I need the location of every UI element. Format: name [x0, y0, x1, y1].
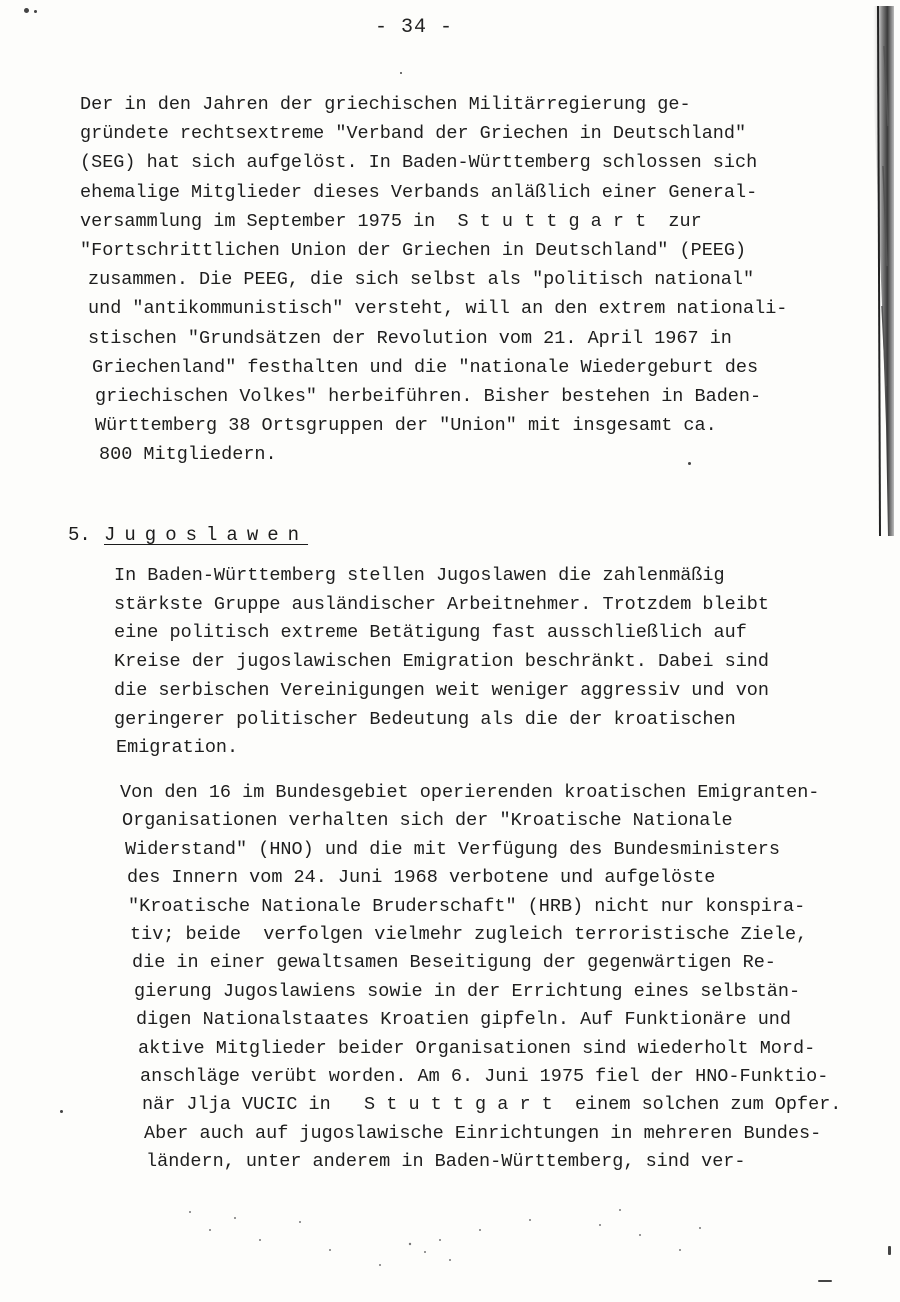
text-line: und "antikommunistisch" versteht, will an den extrem nationali- — [88, 298, 788, 320]
text-line: stärkste Gruppe ausländischer Arbeitnehmer. Trotzdem bleibt — [114, 593, 770, 615]
text-line: anschläge verübt worden. Am 6. Juni 1975 fiel der HNO-Funktio- — [140, 1066, 829, 1087]
text-line: Württemberg 38 Ortsgruppen der "Union" mit insgesamt ca. — [95, 415, 717, 437]
text-line: geringerer politischer Bedeutung als die der kroatischen — [114, 708, 736, 730]
text-line: aktive Mitglieder beider Organisationen sind wiederholt Mord- — [138, 1037, 816, 1059]
text-line: des Innern vom 24. Juni 1968 verbotene und aufgelöste — [127, 867, 716, 889]
scan-noise — [180, 1200, 720, 1280]
text-line: digen Nationalstaates Kroatien gipfeln. Auf Funktionäre und — [136, 1009, 792, 1031]
section-title: Jugoslawen — [104, 524, 309, 546]
page-number: - 34 - — [375, 16, 454, 39]
text-line: Griechenland" festhalten und die "nationale Wiedergeburt des — [92, 356, 759, 378]
scan-speck — [24, 8, 29, 13]
text-line: Emigration. — [116, 737, 239, 759]
scan-speck — [60, 1110, 63, 1113]
text-line: griechischen Volkes" herbeiführen. Bisher bestehen in Baden- — [95, 386, 762, 407]
text-line: 800 Mitgliedern. — [99, 444, 277, 466]
scan-speck — [818, 1280, 832, 1282]
text-line: gierung Jugoslawiens sowie in der Errichtung eines selbstän- — [134, 980, 801, 1002]
text-line: stischen "Grundsätzen der Revolution vom 21. April 1967 in — [88, 327, 732, 349]
scan-binding-edge — [864, 6, 894, 536]
text-line: Aber auch auf jugoslawische Einrichtungen in mehreren Bundes- — [144, 1122, 822, 1144]
scan-speck — [688, 462, 691, 465]
text-line: (SEG) hat sich aufgelöst. In Baden-Württemberg schlossen sich — [80, 152, 758, 174]
scan-speck — [400, 72, 402, 74]
text-line: Der in den Jahren der griechischen Militärregierung ge- — [80, 94, 691, 115]
text-line: In Baden-Württemberg stellen Jugoslawen die zahlenmäßig — [114, 565, 725, 586]
text-line: när Jlja VUCIC in S t u t t g a r t einem solchen zum Opfer. — [142, 1094, 842, 1116]
text-line: ehemalige Mitglieder dieses Verbands anläßlich einer General- — [80, 181, 758, 203]
text-line: versammlung im September 1975 in S t u t t g a r t zur — [80, 210, 702, 232]
text-line: die in einer gewaltsamen Beseitigung der gegenwärtigen Re- — [132, 952, 776, 974]
text-line: Organisationen verhalten sich der "Kroatische Nationale — [122, 810, 733, 832]
text-line: eine politisch extreme Betätigung fast ausschließlich auf — [114, 622, 747, 644]
scan-speck — [888, 1246, 891, 1255]
text-line: "Kroatische Nationale Bruderschaft" (HRB) nicht nur konspira- — [128, 895, 806, 917]
scan-speck — [34, 10, 37, 13]
text-line: zusammen. Die PEEG, die sich selbst als "politisch national" — [88, 269, 755, 291]
text-line: "Fortschrittlichen Union der Griechen in Deutschland" (PEEG) — [80, 240, 747, 261]
text-line: gründete rechtsextreme "Verband der Griechen in Deutschland" — [80, 123, 747, 145]
section-number: 5. — [68, 524, 91, 546]
text-line: Kreise der jugoslawischen Emigration beschränkt. Dabei sind — [114, 651, 770, 673]
text-line: ländern, unter anderem in Baden-Württemberg, sind ver- — [146, 1151, 746, 1173]
text-line: die serbischen Vereinigungen weit weniger aggressiv und von — [114, 679, 770, 701]
text-line: tiv; beide verfolgen vielmehr zugleich terroristische Ziele, — [130, 924, 808, 945]
text-line: Widerstand" (HNO) und die mit Verfügung des Bundesministers — [125, 838, 781, 860]
text-line: Von den 16 im Bundesgebiet operierenden kroatischen Emigranten- — [120, 782, 820, 803]
